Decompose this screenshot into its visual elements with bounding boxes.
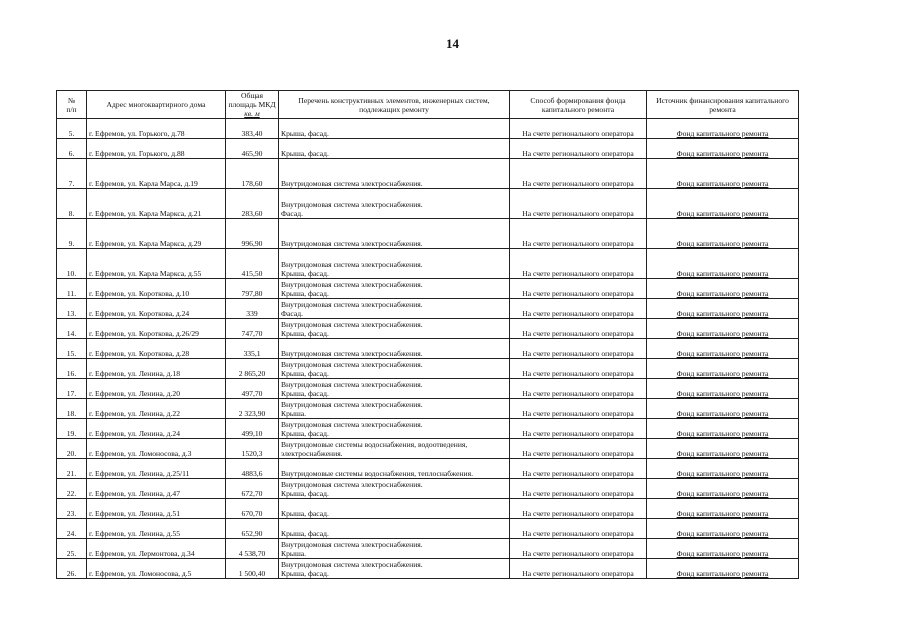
row-method: На счете регионального оператора: [510, 559, 647, 579]
row-address: г. Ефремов, ул. Карла Марса, д.19: [87, 159, 226, 189]
table-row: [57, 519, 799, 539]
row-method: На счете регионального оператора: [510, 279, 647, 299]
row-number: 18.: [57, 399, 87, 419]
row-source: Фонд капитального ремонта: [647, 249, 799, 279]
row-number: 17.: [57, 379, 87, 399]
row-method: На счете регионального оператора: [510, 189, 647, 219]
row-source: Фонд капитального ремонта: [647, 359, 799, 379]
row-number: 14.: [57, 319, 87, 339]
row-elements: Внутридомовая система электроснабжения. Крыша, фасад.: [279, 479, 510, 499]
table-row: [57, 249, 799, 279]
row-method: На счете регионального оператора: [510, 249, 647, 279]
table-body: [57, 119, 799, 579]
row-number: 24.: [57, 519, 87, 539]
row-number: 25.: [57, 539, 87, 559]
repair-table: [56, 90, 799, 579]
table-row: [57, 379, 799, 399]
row-method: На счете регионального оператора: [510, 159, 647, 189]
row-area: 996,90: [226, 219, 279, 249]
row-method: На счете регионального оператора: [510, 439, 647, 459]
row-number: 23.: [57, 499, 87, 519]
row-address: г. Ефремов, ул. Карла Маркса, д.29: [87, 219, 226, 249]
row-number: 9.: [57, 219, 87, 249]
row-area: 339: [226, 299, 279, 319]
row-number: 21.: [57, 459, 87, 479]
row-area: 415,50: [226, 249, 279, 279]
row-number: 19.: [57, 419, 87, 439]
row-method: На счете регионального оператора: [510, 519, 647, 539]
row-elements: Внутридомовая система электроснабжения. Крыша, фасад.: [279, 379, 510, 399]
row-number: 26.: [57, 559, 87, 579]
row-elements: Внутридомовая система электроснабжения. Фасад.: [279, 299, 510, 319]
table-row: [57, 499, 799, 519]
row-area: 383,40: [226, 119, 279, 139]
row-source: Фонд капитального ремонта: [647, 479, 799, 499]
row-method: На счете регионального оператора: [510, 319, 647, 339]
row-method: На счете регионального оператора: [510, 139, 647, 159]
table-row: [57, 319, 799, 339]
row-number: 13.: [57, 299, 87, 319]
row-number: 7.: [57, 159, 87, 189]
row-address: г. Ефремов, ул. Короткова, д.28: [87, 339, 226, 359]
row-source: Фонд капитального ремонта: [647, 219, 799, 249]
row-address: г. Ефремов, ул. Короткова, д.26/29: [87, 319, 226, 339]
table-header-row: [57, 91, 799, 119]
row-method: На счете регионального оператора: [510, 339, 647, 359]
row-number: 22.: [57, 479, 87, 499]
row-address: г. Ефремов, ул. Ленина, д.22: [87, 399, 226, 419]
table-row: [57, 479, 799, 499]
row-number: 6.: [57, 139, 87, 159]
row-method: На счете регионального оператора: [510, 379, 647, 399]
row-method: На счете регионального оператора: [510, 479, 647, 499]
row-area: 670,70: [226, 499, 279, 519]
row-elements: Внутридомовая система электроснабжения.: [279, 219, 510, 249]
row-elements: Внутридомовая система электроснабжения. Крыша, фасад.: [279, 279, 510, 299]
row-number: 11.: [57, 279, 87, 299]
row-elements: Внутридомовая система электроснабжения. Крыша, фасад.: [279, 559, 510, 579]
row-method: На счете регионального оператора: [510, 219, 647, 249]
row-elements: Внутридомовая система электроснабжения. Крыша.: [279, 399, 510, 419]
table-row: [57, 539, 799, 559]
table-row: [57, 279, 799, 299]
row-address: г. Ефремов, ул. Ломоносова, д.3: [87, 439, 226, 459]
row-address: г. Ефремов, ул. Ломоносова, д.5: [87, 559, 226, 579]
row-number: 16.: [57, 359, 87, 379]
page-number: 14: [446, 36, 459, 51]
row-elements: Внутридомовая система электроснабжения. Крыша, фасад.: [279, 319, 510, 339]
table-row: [57, 139, 799, 159]
row-source: Фонд капитального ремонта: [647, 439, 799, 459]
row-source: Фонд капитального ремонта: [647, 189, 799, 219]
row-elements: Внутридомовая система электроснабжения.: [279, 159, 510, 189]
row-area: 652,90: [226, 519, 279, 539]
row-area: 1 500,40: [226, 559, 279, 579]
header-area-label: Общая площадь МКД: [228, 91, 276, 109]
row-method: На счете регионального оператора: [510, 539, 647, 559]
row-source: Фонд капитального ремонта: [647, 499, 799, 519]
row-number: 8.: [57, 189, 87, 219]
header-num: № п/п: [57, 91, 87, 119]
table-row: [57, 559, 799, 579]
row-number: 5.: [57, 119, 87, 139]
row-area: 4 538,70: [226, 539, 279, 559]
row-source: Фонд капитального ремонта: [647, 519, 799, 539]
row-address: г. Ефремов, ул. Горького, д.88: [87, 139, 226, 159]
row-source: Фонд капитального ремонта: [647, 539, 799, 559]
row-source: Фонд капитального ремонта: [647, 319, 799, 339]
row-source: Фонд капитального ремонта: [647, 159, 799, 189]
row-elements: Внутридомовая система электроснабжения. Фасад.: [279, 189, 510, 219]
header-address: Адрес многоквартирного дома: [87, 91, 226, 119]
table-row: [57, 339, 799, 359]
row-area: 747,70: [226, 319, 279, 339]
row-area: 1520,3: [226, 439, 279, 459]
row-elements: Крыша, фасад.: [279, 139, 510, 159]
row-source: Фонд капитального ремонта: [647, 279, 799, 299]
row-elements: Крыша, фасад.: [279, 499, 510, 519]
row-address: г. Ефремов, ул. Ленина, д.51: [87, 499, 226, 519]
row-address: г. Ефремов, ул. Ленина, д.20: [87, 379, 226, 399]
row-address: г. Ефремов, ул. Ленина, д.18: [87, 359, 226, 379]
header-area-unit: кв. м: [244, 109, 260, 118]
row-elements: Внутридомовая система электроснабжения. Крыша, фасад.: [279, 419, 510, 439]
row-elements: Крыша, фасад.: [279, 119, 510, 139]
row-method: На счете регионального оператора: [510, 359, 647, 379]
row-number: 20.: [57, 439, 87, 459]
table-row: [57, 299, 799, 319]
table-row: [57, 399, 799, 419]
row-address: г. Ефремов, ул. Короткова, д.10: [87, 279, 226, 299]
row-number: 10.: [57, 249, 87, 279]
row-method: На счете регионального оператора: [510, 499, 647, 519]
row-address: г. Ефремов, ул. Ленина, д.24: [87, 419, 226, 439]
row-area: 797,80: [226, 279, 279, 299]
row-method: На счете регионального оператора: [510, 459, 647, 479]
header-source: Источник финансирования капитального ремонта: [647, 91, 799, 119]
row-source: Фонд капитального ремонта: [647, 379, 799, 399]
row-area: 283,60: [226, 189, 279, 219]
row-method: На счете регионального оператора: [510, 399, 647, 419]
row-source: Фонд капитального ремонта: [647, 299, 799, 319]
row-elements: Внутридомовая система электроснабжения. Крыша, фасад.: [279, 249, 510, 279]
row-source: Фонд капитального ремонта: [647, 559, 799, 579]
row-elements: Крыша, фасад.: [279, 519, 510, 539]
table-row: [57, 189, 799, 219]
row-elements: Внутридомовая система электроснабжения.: [279, 339, 510, 359]
row-elements: Внутридомовая система электроснабжения. Крыша.: [279, 539, 510, 559]
row-area: 465,90: [226, 139, 279, 159]
row-method: На счете регионального оператора: [510, 419, 647, 439]
row-method: На счете регионального оператора: [510, 119, 647, 139]
row-area: 4883,6: [226, 459, 279, 479]
row-address: г. Ефремов, ул. Горького, д.78: [87, 119, 226, 139]
table-row: [57, 439, 799, 459]
row-area: 335,1: [226, 339, 279, 359]
row-area: 2 865,20: [226, 359, 279, 379]
row-area: 178,60: [226, 159, 279, 189]
table-row: [57, 119, 799, 139]
table-row: [57, 159, 799, 189]
row-source: Фонд капитального ремонта: [647, 139, 799, 159]
row-elements: Внутридомовая система электроснабжения. Крыша, фасад.: [279, 359, 510, 379]
row-source: Фонд капитального ремонта: [647, 399, 799, 419]
table-row: [57, 359, 799, 379]
table-row: [57, 219, 799, 249]
row-area: 497,70: [226, 379, 279, 399]
row-address: г. Ефремов, ул. Карла Маркса, д.21: [87, 189, 226, 219]
row-address: г. Ефремов, ул. Лермонтова, д.34: [87, 539, 226, 559]
table-row: [57, 459, 799, 479]
row-address: г. Ефремов, ул. Карла Маркса, д.55: [87, 249, 226, 279]
header-area: [226, 91, 279, 119]
row-area: 2 323,90: [226, 399, 279, 419]
header-method: Способ формирования фонда капитального ремонта: [510, 91, 647, 119]
row-address: г. Ефремов, ул. Короткова, д.24: [87, 299, 226, 319]
table-row: [57, 419, 799, 439]
row-source: Фонд капитального ремонта: [647, 419, 799, 439]
row-area: 672,70: [226, 479, 279, 499]
row-source: Фонд капитального ремонта: [647, 459, 799, 479]
row-area: 499,10: [226, 419, 279, 439]
row-source: Фонд капитального ремонта: [647, 339, 799, 359]
row-address: г. Ефремов, ул. Ленина, д.25/11: [87, 459, 226, 479]
row-source: Фонд капитального ремонта: [647, 119, 799, 139]
row-elements: Внутридомовые системы водоснабжения, теплоснабжения.: [279, 459, 510, 479]
row-method: На счете регионального оператора: [510, 299, 647, 319]
row-elements: Внутридомовые системы водоснабжения, водоотведения, электроснабжения.: [279, 439, 510, 459]
row-address: г. Ефремов, ул. Ленина, д.47: [87, 479, 226, 499]
row-address: г. Ефремов, ул. Ленина, д.55: [87, 519, 226, 539]
header-elements: Перечень конструктивных элементов, инженерных систем, подлежащих ремонту: [279, 91, 510, 119]
row-number: 15.: [57, 339, 87, 359]
